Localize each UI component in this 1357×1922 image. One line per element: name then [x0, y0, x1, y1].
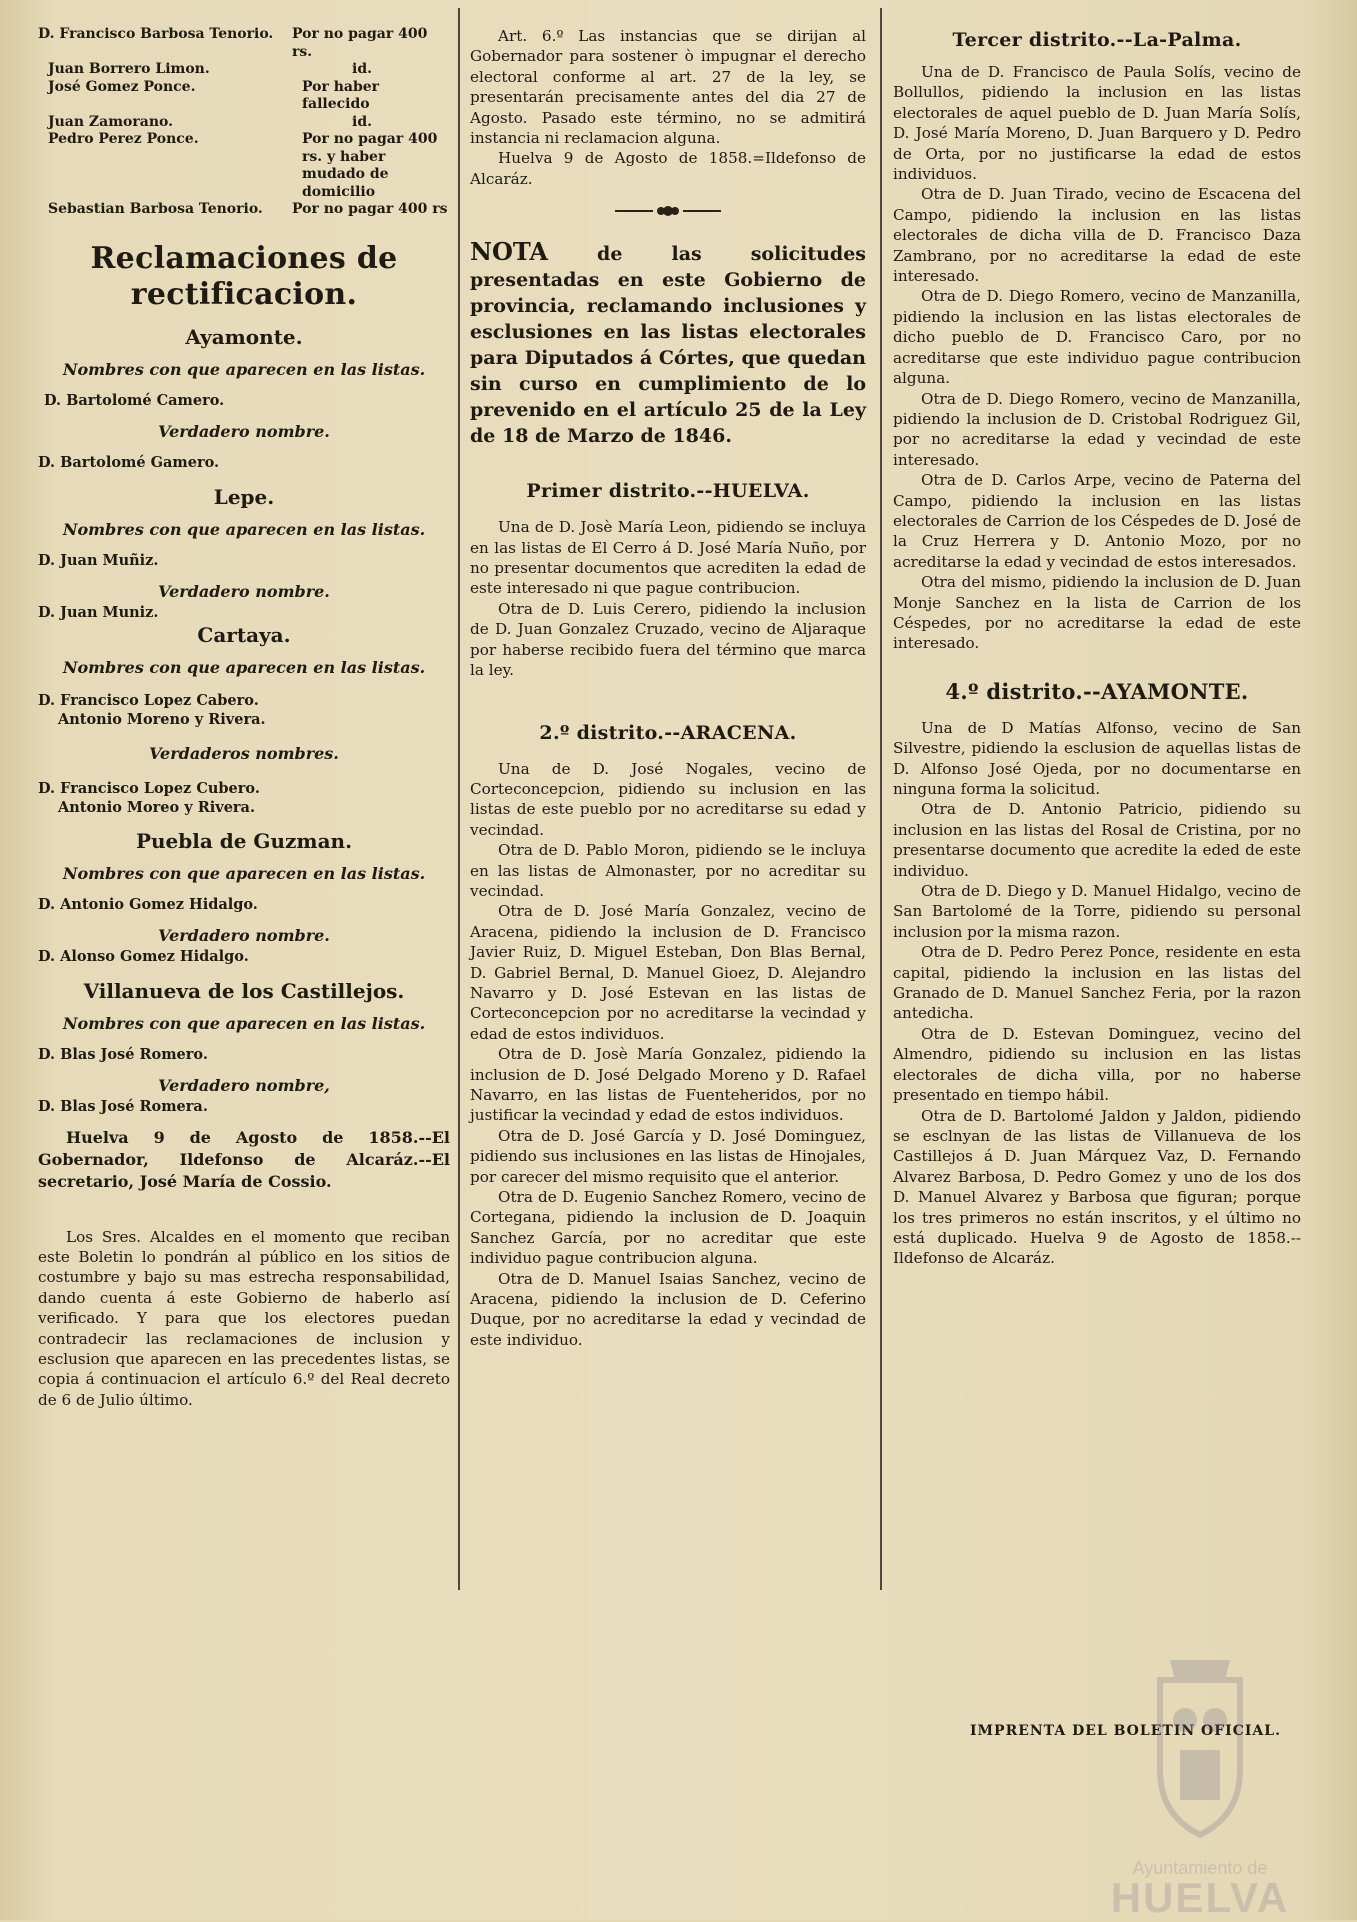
listed-names-label: Nombres con que aparecen en las listas.	[62, 519, 426, 539]
watermark-line-1: Ayuntamiento de	[1132, 1858, 1268, 1878]
petition-paragraph: Otra de D. Diego Romero, vecino de Manzanilla, pidiendo la inclusion en las listas electorales de dicho pueblo de D. Francisco Caro, por no acreditarse que este individuo pague contribucion alguna.	[893, 287, 1301, 388]
table-row-reason: Por no pagar 400 rs	[292, 201, 448, 217]
petition-paragraph: Otra de D. Juan Tirado, vecino de Escacena del Campo, pidiendo la inclusion en las listas electorales de dicha villa de D. Francisco Daza Zambrano, por no acreditarse la edad de este interesado.	[893, 185, 1301, 286]
table-row-reason: Por no pagar 400 rs.	[292, 26, 428, 60]
petition-paragraph: Otra de D. Luis Cerero, pidiendo la inclusion de D. Juan Gonzalez Cruzado, vecino de Aljaraque por haberse recibido fuera del término que marca la ley.	[470, 599, 866, 680]
petition-paragraph: Otra de D. Diego y D. Manuel Hidalgo, vecino de San Bartolomé de la Torre, pidiendo su personal inclusion por la misma razon.	[893, 882, 1301, 941]
petition-paragraph: Otra de D. Antonio Patricio, pidiendo su inclusion en las listas del Rosal de Cristina, por no presentarse documento que acredite la eded de este individuo.	[893, 800, 1301, 880]
petition-paragraph: Otra de D. Carlos Arpe, vecino de Paterna del Campo, pidiendo la inclusion en las listas electorales de Carrion de los Céspedes de D. José de la Cruz Herrera y D. Antonio Mozo, por no acreditarse la edad y vecindad de estos interesados.	[893, 471, 1301, 571]
petition-paragraph: Otra de D. José García y D. José Dominguez, pidiendo sus inclusiones en las listas de Hinojales, por carecer del mismo requisito que el anterior.	[470, 1126, 866, 1186]
petition-paragraph: Otra del mismo, pidiendo la inclusion de D. Juan Monje Sanchez en la lista de Carrion de los Céspedes, por no acreditarse la edad de este interesado.	[893, 573, 1301, 653]
listed-names-label: Nombres con que aparecen en las listas.	[62, 657, 426, 677]
town-heading: Villanueva de los Castillejos.	[83, 978, 405, 1003]
district-heading: Primer distrito.--HUELVA.	[526, 480, 810, 503]
notice-paragraph: Los Sres. Alcaldes en el momento que reciban este Boletin lo pondrán al público en los sitios de costumbre y bajo su mas estrecha responsabilidad, dando cuenta á este Gobierno de haberlo así verificado. Y para que los electores puedan contradecir las reclamaciones de inclusion y esclusion que aparecen en las precedentes listas, se copia á continuacion el artículo 6.º del Real decreto de 6 de Julio último.	[38, 1227, 450, 1409]
table-row-reason: id.	[352, 113, 372, 130]
table-row-reason: Por no pagar 400 rs. y haber mudado de domicilio	[302, 131, 438, 200]
listed-name: Antonio Moreno y Rivera.	[58, 710, 266, 728]
petition-paragraph: Una de D. Francisco de Paula Solís, vecino de Bollullos, pidiendo la inclusion en las listas electorales de aquel pueblo de D. Juan María Solís, D. José María Moreno, D. Juan Barquero y D. Pedro de Orta, por no justificarse la edad de estos individuos.	[893, 63, 1301, 184]
district-heading: Tercer distrito.--La-Palma.	[952, 29, 1242, 51]
section-heading: Reclamaciones de rectificacion.	[90, 240, 398, 312]
listed-name: D. Juan Muñiz.	[38, 551, 159, 569]
true-name: Antonio Moreo y Rivera.	[58, 798, 256, 816]
listed-names-label: Nombres con que aparecen en las listas.	[62, 359, 426, 379]
petition-paragraph: Una de D Matías Alfonso, vecino de San Silvestre, pidiendo la esclusion de aquellas listas de D. Alfonso José Ojeda, por no documentarse en ninguna forma la solicitud.	[893, 718, 1301, 798]
table-row-name: Juan Zamorano.	[48, 113, 173, 130]
town-heading: Cartaya.	[197, 622, 291, 647]
nota-heading	[470, 239, 866, 449]
table-row-name: D. Francisco Barbosa Tenorio.	[38, 26, 274, 42]
nota-lead: NOTA	[470, 237, 549, 267]
petition-paragraph: Otra de D. Manuel Isaias Sanchez, vecino de Aracena, pidiendo la inclusion de D. Ceferino Duque, por no acreditarse la edad y vecindad de este individuo.	[470, 1269, 866, 1349]
petition-paragraph: Otra de D. Josè María Gonzalez, pidiendo la inclusion de D. José Delgado Moreno y D. Rafael Navarro, en las listas de Fuenteheridos, por no justificar la vecindad y edad de estos individuos.	[470, 1045, 866, 1125]
printer-imprint: IMPRENTA DEL BOLETIN OFICIAL.	[970, 1723, 1281, 1739]
petition-paragraph: Otra de D. José María Gonzalez, vecino de Aracena, pidiendo la inclusion de D. Francisco Javier Ruiz, D. Miguel Esteban, Don Blas Bernal, D. Gabriel Bernal, D. Manuel Gioez, D. Alejandro Navarro y D. José Estevan en las listas de Corteconcepcion por no acreditarse la vecindad y edad de estos individuos.	[470, 902, 866, 1043]
true-names-label: Verdadero nombre.	[158, 421, 330, 441]
true-name: D. Juan Muniz.	[38, 603, 159, 621]
petition-paragraph: Una de D. Josè María Leon, pidiendo se incluya en las listas de El Cerro á D. José María Nuño, por no presentar documentos que acrediten la edad de este interesado ni que pague contribucion.	[470, 518, 866, 598]
petition-paragraph: Una de D. José Nogales, vecino de Corteconcepcion, pidiendo su inclusion en las listas de este pueblo por no acreditarse su edad y vecindad.	[470, 759, 866, 839]
petition-paragraph: Otra de D. Eugenio Sanchez Romero, vecino de Cortegana, pidiendo la inclusion de D. Joaquin Sanchez García, por no acreditar que este individuo pague contribucion alguna.	[470, 1188, 866, 1268]
town-heading: Puebla de Guzman.	[135, 828, 353, 853]
listed-name: D. Antonio Gomez Hidalgo.	[38, 895, 258, 913]
town-heading: Lepe.	[213, 484, 275, 509]
true-name: D. Francisco Lopez Cubero.	[38, 779, 260, 797]
true-names-label: Verdadero nombre,	[158, 1075, 330, 1095]
column-rule	[880, 8, 882, 1590]
true-name: D. Bartolomé Gamero.	[38, 453, 220, 471]
article-6-text: Art. 6.º Las instancias que se dirijan al Gobernador para sostener ò impugnar el derecho electoral conforme al art. 27 de la ley, se presentarán precisamente antes del dia 27 de Agosto. Pasado este término, no se admitirá instancia ni reclamacion alguna.	[470, 27, 866, 148]
listed-name: D. Francisco Lopez Cabero.	[38, 691, 259, 709]
column-rule	[458, 8, 460, 1590]
district-heading: 2.º distrito.--ARACENA.	[539, 721, 797, 744]
true-names-label: Verdadero nombre.	[158, 925, 330, 945]
petition-paragraph: Otra de D. Pablo Moron, pidiendo se le incluya en las listas de Almonaster, por no acreditar su vecindad.	[470, 841, 866, 900]
table-row-name: Sebastian Barbosa Tenorio.	[48, 201, 263, 217]
removal-table	[38, 26, 450, 219]
true-name: D. Alonso Gomez Hidalgo.	[38, 947, 249, 965]
listed-name: D. Bartolomé Camero.	[44, 391, 225, 409]
listed-names-label: Nombres con que aparecen en las listas.	[62, 1013, 426, 1033]
petition-paragraph: Otra de D. Estevan Dominguez, vecino del Almendro, pidiendo su inclusion en las listas electorales de dicha villa, por no haberse presentado en tiempo hábil.	[893, 1024, 1301, 1105]
signature: Huelva 9 de Agosto de 1858.--El Gobernador, Ildefonso de Alcaráz.--El secretario, José María de Cossio.	[38, 1127, 450, 1191]
table-row-name: Pedro Perez Ponce.	[48, 131, 199, 147]
listed-name: D. Blas José Romero.	[38, 1045, 208, 1063]
true-names-label: Verdaderos nombres.	[149, 743, 339, 763]
district-heading: 4.º distrito.--AYAMONTE.	[945, 678, 1249, 704]
coat-of-arms-icon	[1100, 1640, 1300, 1850]
town-heading: Ayamonte.	[185, 324, 303, 349]
column-3	[893, 0, 1301, 1269]
table-row-reason: Por haber fallecido	[302, 78, 380, 112]
column-2	[470, 0, 866, 1350]
petition-paragraph: Otra de D. Diego Romero, vecino de Manzanilla, pidiendo la inclusion de D. Cristobal Rodriguez Gil, por no acreditarse la edad y vecindad de este interesado.	[893, 389, 1301, 469]
petition-paragraph: Otra de D. Bartolomé Jaldon y Jaldon, pidiendo se esclnyan de las listas de Villanueva de los Castillejos á D. Juan Márquez Vaz, D. Fernando Alvarez Barbosa, D. Pedro Gomez y uno de los dos D. Manuel Alvarez y Barbosa que figuran; porque los tres primeros no están inscritos, y el último no está duplicado. Huelva 9 de Agosto de 1858.--Ildefonso de Alcaráz.	[893, 1106, 1301, 1268]
article-6-signature: Huelva 9 de Agosto de 1858.=Ildefonso de Alcaráz.	[470, 149, 866, 188]
nota-text: de las solicitudes presentadas en este Gobierno de provincia, reclamando inclusiones y esclusiones en las listas electorales para Diputados á Córtes, que quedan sin curso en cumplimiento de lo prevenido en el artículo 25 de la Ley de 18 de Marzo de 1846.	[470, 243, 866, 448]
true-name: D. Blas José Romera.	[38, 1097, 208, 1115]
listed-names-label: Nombres con que aparecen en las listas.	[62, 863, 426, 883]
ornament-divider	[470, 199, 866, 223]
municipal-watermark	[1100, 1640, 1300, 1921]
true-names-label: Verdadero nombre.	[158, 581, 330, 601]
watermark-line-2: HUELVA	[1110, 1874, 1290, 1921]
table-row-reason: id.	[352, 61, 372, 77]
table-row-name: Juan Borrero Limon.	[48, 61, 210, 77]
petition-paragraph: Otra de D. Pedro Perez Ponce, residente en esta capital, pidiendo la inclusion en las listas del Granado de D. Manuel Sanchez Feria, por la razon antedicha.	[893, 943, 1301, 1023]
table-row-name: José Gomez Ponce.	[48, 78, 196, 95]
column-1	[38, 0, 450, 1410]
